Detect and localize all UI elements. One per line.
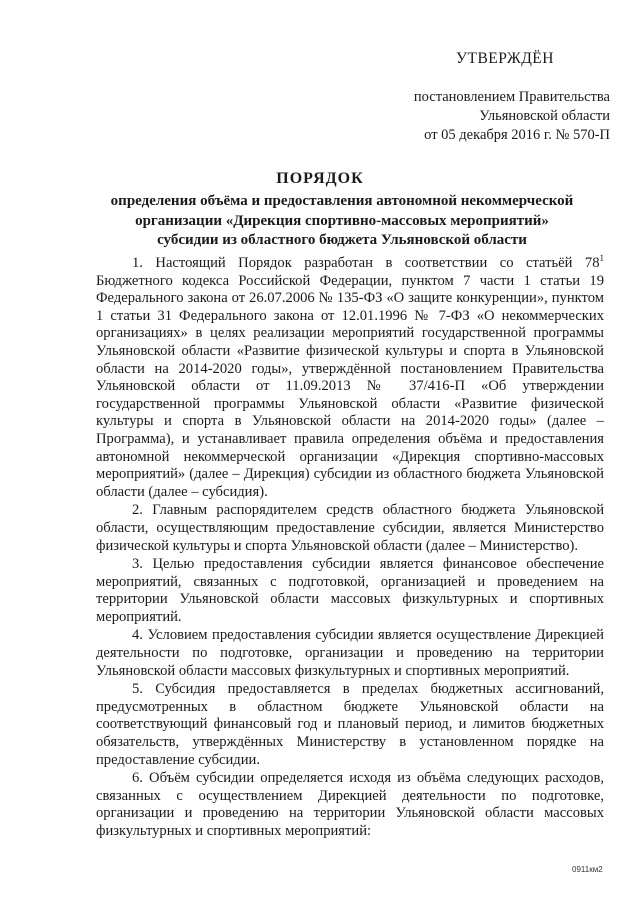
subtitle-line-1: определения объёма и предоставления автономной некоммерческой xyxy=(110,193,574,209)
paragraph-6: 6. Объём субсидии определяется исходя из объёма следующих расходов, связанных с осуществлением Дирекцией деятельности по подготовке, организации и проведению на территории Ульяновской области массовых физкультурных и спортивных мероприятий: xyxy=(96,770,604,839)
paragraph-5: 5. Субсидия предоставляется в пределах бюджетных ассигнований, предусмотренных в областном бюджете Ульяновской области на соответствующий финансовый год и плановый период, и лимитов бюджетных обязательств, утверждённых Министерству в установленном порядке на предоставление субсидии. xyxy=(96,681,604,768)
document-title: ПОРЯДОК xyxy=(276,170,364,187)
paragraph-4: 4. Условием предоставления субсидии является осуществление Дирекцией деятельности по подготовке, организации и проведению на территории Ульяновской области массовых физкультурных и спортивных мероприятий. xyxy=(96,627,604,679)
approval-block xyxy=(380,88,610,145)
subtitle-line-2: организации «Дирекция спортивно-массовых мероприятий» xyxy=(135,212,549,229)
approval-line-1: постановлением Правительства xyxy=(413,89,610,105)
paragraph-1-rest: Бюджетного кодекса Российской Федерации, пунктом 7 части 1 статьи 19 Федерального закона от 26.07.2006 № 135-ФЗ «О защите конкуренции», пунктом 1 статьи 31 Федерального закона от 12.01.1996 № 7-ФЗ «О некоммерческих организациях» в целях реализации мероприятий государственной программы Ульяновской области «Развитие физической культуры и спорта в Ульяновской области на 2014-2020 годы», утверждённой постановлением Правительства Ульяновской области от 11.09.2013 № 37/416-П «Об утверждении государственной программы Ульяновской области «Развитие физической культуры и спорта в Ульяновской области на 2014-2020 годы» (далее – Программа), и устанавливает правила определения объёма и предоставления автономной некоммерческой организации «Дирекция спортивно-массовых мероприятий» (далее – Дирекция) субсидии из областного бюджета Ульяновской области (далее – субсидия). xyxy=(96,272,604,500)
paragraph-1-start: 1. Настоящий Порядок разработан в соответствии со статьёй 78 xyxy=(132,255,600,271)
document-body xyxy=(96,255,604,841)
article-superscript: 1 xyxy=(599,253,604,264)
paragraph-2: 2. Главным распорядителем средств областного бюджета Ульяновской области, осуществляющим предоставление субсидии, является Министерство физической культуры и спорта Ульяновской области (далее – Министерство). xyxy=(96,502,604,554)
subtitle-line-3: субсидии из областного бюджета Ульяновской области xyxy=(157,232,527,248)
paragraph-3: 3. Целью предоставления субсидии является финансовое обеспечение мероприятий, связанных с подготовкой, организацией и проведением на территории Ульяновской области массовых физкультурных и спортивных мероприятий. xyxy=(96,556,604,625)
approval-title: УТВЕРЖДЁН xyxy=(456,50,554,67)
footer-code: 0911км2 xyxy=(572,865,603,874)
document-subtitle xyxy=(92,192,592,251)
approval-line-3: от 05 декабря 2016 г. № 570-П xyxy=(424,127,610,143)
approval-line-2: Ульяновской области xyxy=(479,108,610,124)
paragraph-1 xyxy=(96,255,604,501)
